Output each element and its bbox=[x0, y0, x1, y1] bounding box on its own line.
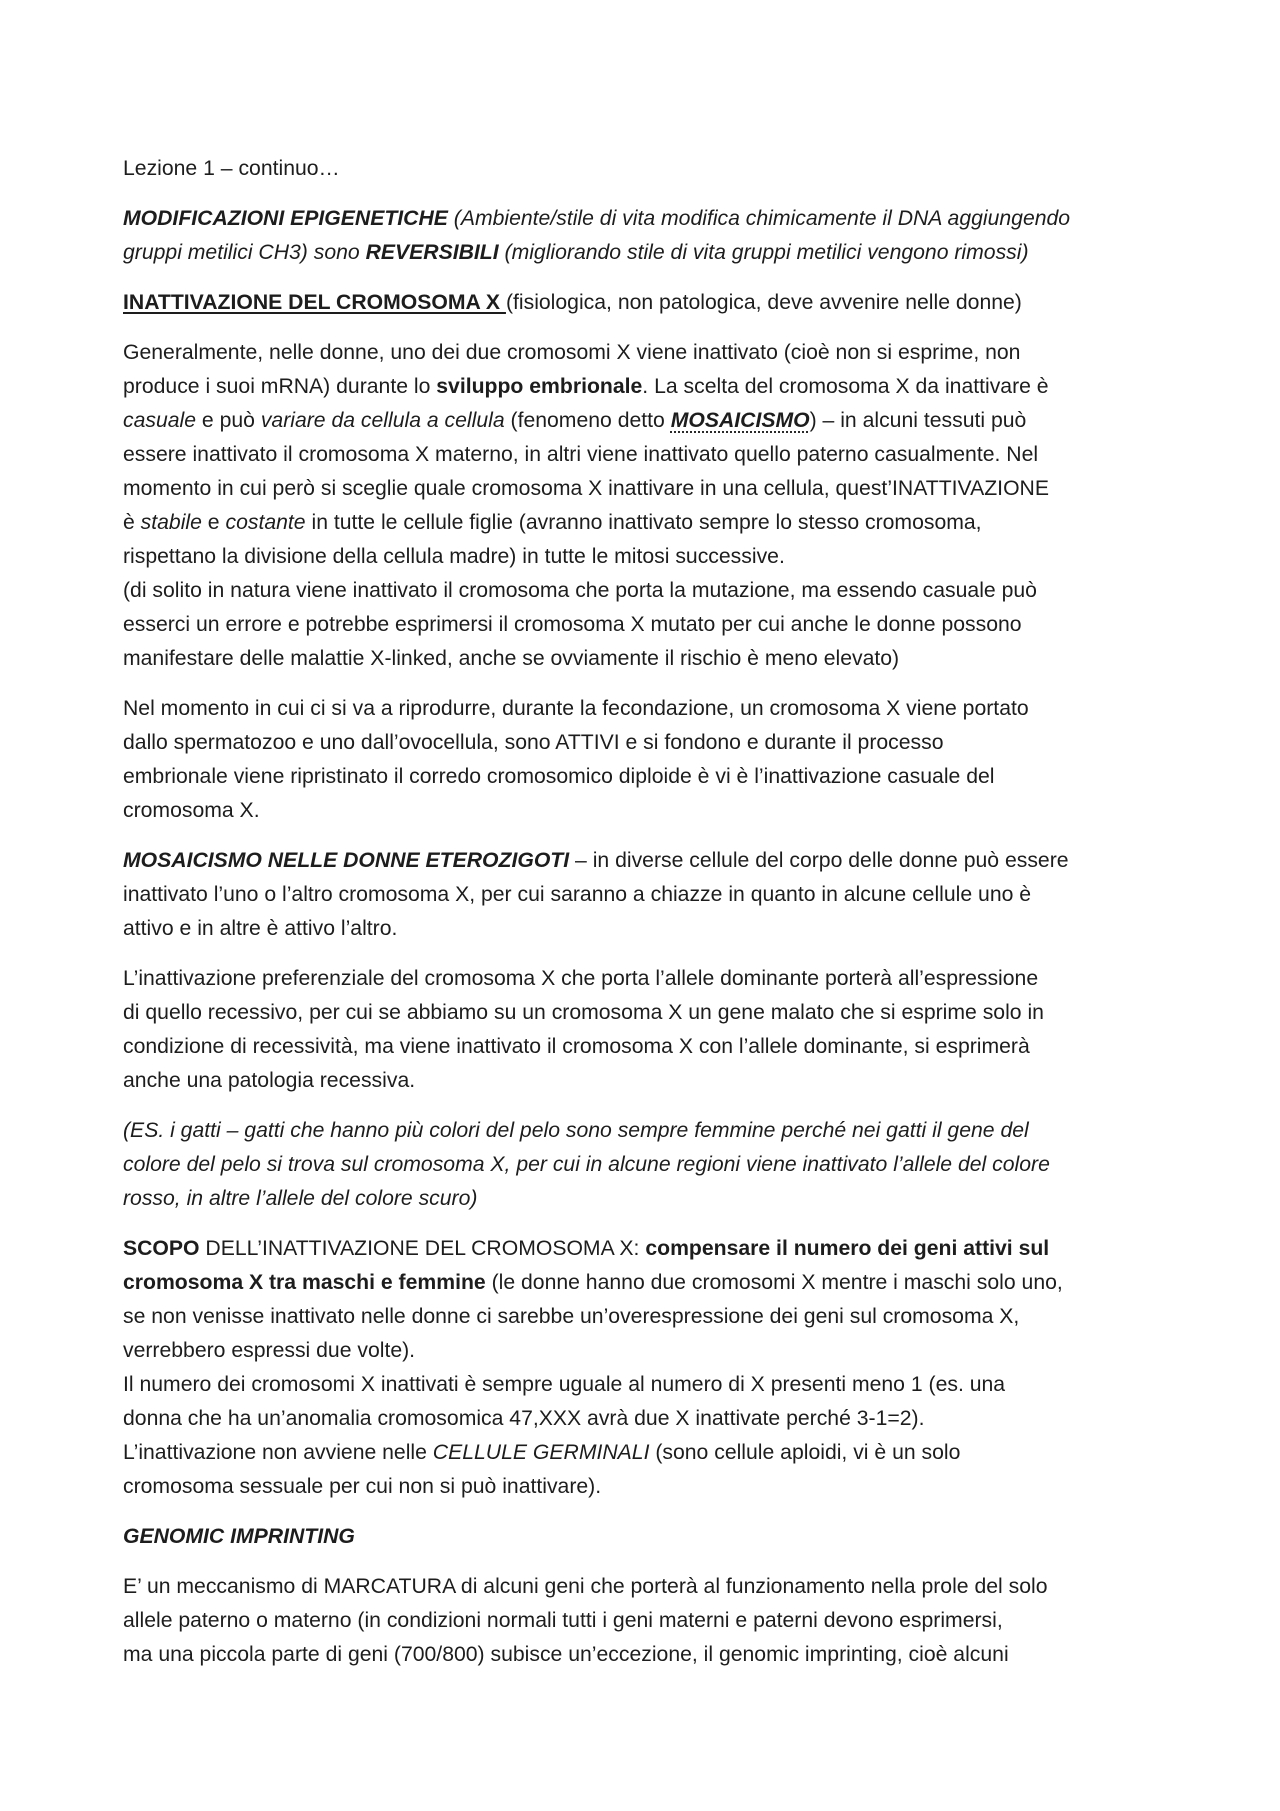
text-line: Generalmente, nelle donne, uno dei due cromosomi X viene inattivato (cioè non si esprime, non bbox=[123, 341, 1021, 364]
paragraph-imprinting-heading bbox=[123, 1520, 1160, 1554]
text-line: essere inattivato il cromosoma X materno, in altri viene inattivato quello paterno casualmente. Nel bbox=[123, 443, 1039, 466]
paragraph-x-inactivation-body bbox=[123, 336, 1160, 676]
paragraph-preferential-inactivation bbox=[123, 962, 1160, 1098]
header-line: Lezione 1 – continuo… bbox=[123, 157, 340, 180]
paragraph-purpose bbox=[123, 1232, 1160, 1504]
text-line: rispettano la divisione della cellula madre) in tutte le mitosi successive. bbox=[123, 545, 785, 568]
mosaicismo-term: MOSAICISMO bbox=[670, 409, 810, 432]
text-line: allele paterno o materno (in condizioni normali tutti i geni materni e paterni devono esprimersi, bbox=[123, 1609, 1003, 1632]
text-line: manifestare delle malattie X-linked, anche se ovviamente il rischio è meno elevato) bbox=[123, 647, 900, 670]
text-line: cromosoma sessuale per cui non si può inattivare). bbox=[123, 1475, 602, 1498]
text-line: colore del pelo si trova sul cromosoma X, per cui in alcune regioni viene inattivato l’allele del colore bbox=[123, 1153, 1050, 1176]
text-line: L’inattivazione preferenziale del cromosoma X che porta l’allele dominante porterà all’espressione bbox=[123, 967, 1039, 990]
text-line: casuale e può variare da cellula a cellula (fenomeno detto MOSAICISMO) – in alcuni tessuti può bbox=[123, 409, 1027, 432]
text-line: cromosoma X. bbox=[123, 799, 260, 822]
paragraph-epigenetics bbox=[123, 202, 1160, 270]
genomic-imprinting-heading: GENOMIC IMPRINTING bbox=[123, 1525, 355, 1548]
text-line: dallo spermatozoo e uno dall’ovocellula, sono ATTIVI e si fondono e durante il processo bbox=[123, 731, 944, 754]
paragraph-imprinting-body bbox=[123, 1570, 1160, 1672]
text-line: Nel momento in cui ci si va a riprodurre, durante la fecondazione, un cromosoma X viene portato bbox=[123, 697, 1029, 720]
text-line: gruppi metilici CH3) sono REVERSIBILI (migliorando stile di vita gruppi metilici vengono rimossi) bbox=[123, 241, 1029, 264]
text-line: condizione di recessività, ma viene inattivato il cromosoma X con l’allele dominante, si esprimerà bbox=[123, 1035, 1030, 1058]
paragraph-mosaicismo bbox=[123, 844, 1160, 946]
text-line: Il numero dei cromosomi X inattivati è sempre uguale al numero di X presenti meno 1 (es. una bbox=[123, 1373, 1006, 1396]
text-line: rosso, in altre l’allele del colore scuro) bbox=[123, 1187, 478, 1210]
text-line: donna che ha un’anomalia cromosomica 47,XXX avrà due X inattivate perché 3-1=2). bbox=[123, 1407, 925, 1430]
text-line: esserci un errore e potrebbe esprimersi il cromosoma X mutato per cui anche le donne possono bbox=[123, 613, 1022, 636]
text-line: L’inattivazione non avviene nelle CELLULE GERMINALI (sono cellule aploidi, vi è un solo bbox=[123, 1441, 961, 1464]
text-line: inattivato l’uno o l’altro cromosoma X, per cui saranno a chiazze in quanto in alcune cellule uno è bbox=[123, 883, 1032, 906]
text-line: (ES. i gatti – gatti che hanno più colori del pelo sono sempre femmine perché nei gatti il gene del bbox=[123, 1119, 1029, 1142]
text-line: MOSAICISMO NELLE DONNE ETEROZIGOTI – in diverse cellule del corpo delle donne può essere bbox=[123, 849, 1069, 872]
text-line: cromosoma X tra maschi e femmine (le donne hanno due cromosomi X mentre i maschi solo uno, bbox=[123, 1271, 1063, 1294]
text-line: se non venisse inattivato nelle donne ci sarebbe un’overespressione dei geni sul cromosoma X, bbox=[123, 1305, 1020, 1328]
epigenetics-heading: MODIFICAZIONI EPIGENETICHE bbox=[123, 207, 448, 230]
text-line: (di solito in natura viene inattivato il cromosoma che porta la mutazione, ma essendo casuale può bbox=[123, 579, 1037, 602]
text-line: momento in cui però si sceglie quale cromosoma X inattivare in una cellula, quest’INATTIVAZIONE bbox=[123, 477, 1049, 500]
text-line: SCOPO DELL’INATTIVAZIONE DEL CROMOSOMA X: compensare il numero dei geni attivi sul bbox=[123, 1237, 1050, 1260]
text-line: produce i suoi mRNA) durante lo sviluppo embrionale. La scelta del cromosoma X da inattivare è bbox=[123, 375, 1049, 398]
mosaicismo-heading: MOSAICISMO NELLE DONNE ETEROZIGOTI bbox=[123, 849, 570, 872]
paragraph-x-inactivation-heading bbox=[123, 286, 1160, 320]
text-line bbox=[123, 1520, 1160, 1554]
text-line: E’ un meccanismo di MARCATURA di alcuni geni che porterà al funzionamento nella prole del solo bbox=[123, 1575, 1048, 1598]
paragraph-fecondazione bbox=[123, 692, 1160, 828]
x-inactivation-heading: INATTIVAZIONE DEL CROMOSOMA X bbox=[123, 291, 506, 314]
text-line: è stabile e costante in tutte le cellule figlie (avranno inattivato sempre lo stesso cromosoma, bbox=[123, 511, 982, 534]
text-line: verrebbero espressi due volte). bbox=[123, 1339, 416, 1362]
lesson-header bbox=[123, 152, 1160, 186]
text-line: attivo e in altre è attivo l’altro. bbox=[123, 917, 398, 940]
text-line: anche una patologia recessiva. bbox=[123, 1069, 416, 1092]
text-line: di quello recessivo, per cui se abbiamo su un cromosoma X un gene malato che si esprime solo in bbox=[123, 1001, 1044, 1024]
text-line: MODIFICAZIONI EPIGENETICHE (Ambiente/stile di vita modifica chimicamente il DNA aggiungendo bbox=[123, 207, 1071, 230]
paragraph-cats-example bbox=[123, 1114, 1160, 1216]
text-line: embrionale viene ripristinato il corredo cromosomico diploide è vi è l’inattivazione casuale del bbox=[123, 765, 995, 788]
text-line: INATTIVAZIONE DEL CROMOSOMA X (fisiologica, non patologica, deve avvenire nelle donne) bbox=[123, 291, 1022, 314]
reversibili-bold: REVERSIBILI bbox=[365, 241, 499, 264]
text-line: ma una piccola parte di geni (700/800) subisce un’eccezione, il genomic imprinting, cioè alcuni bbox=[123, 1643, 1009, 1666]
